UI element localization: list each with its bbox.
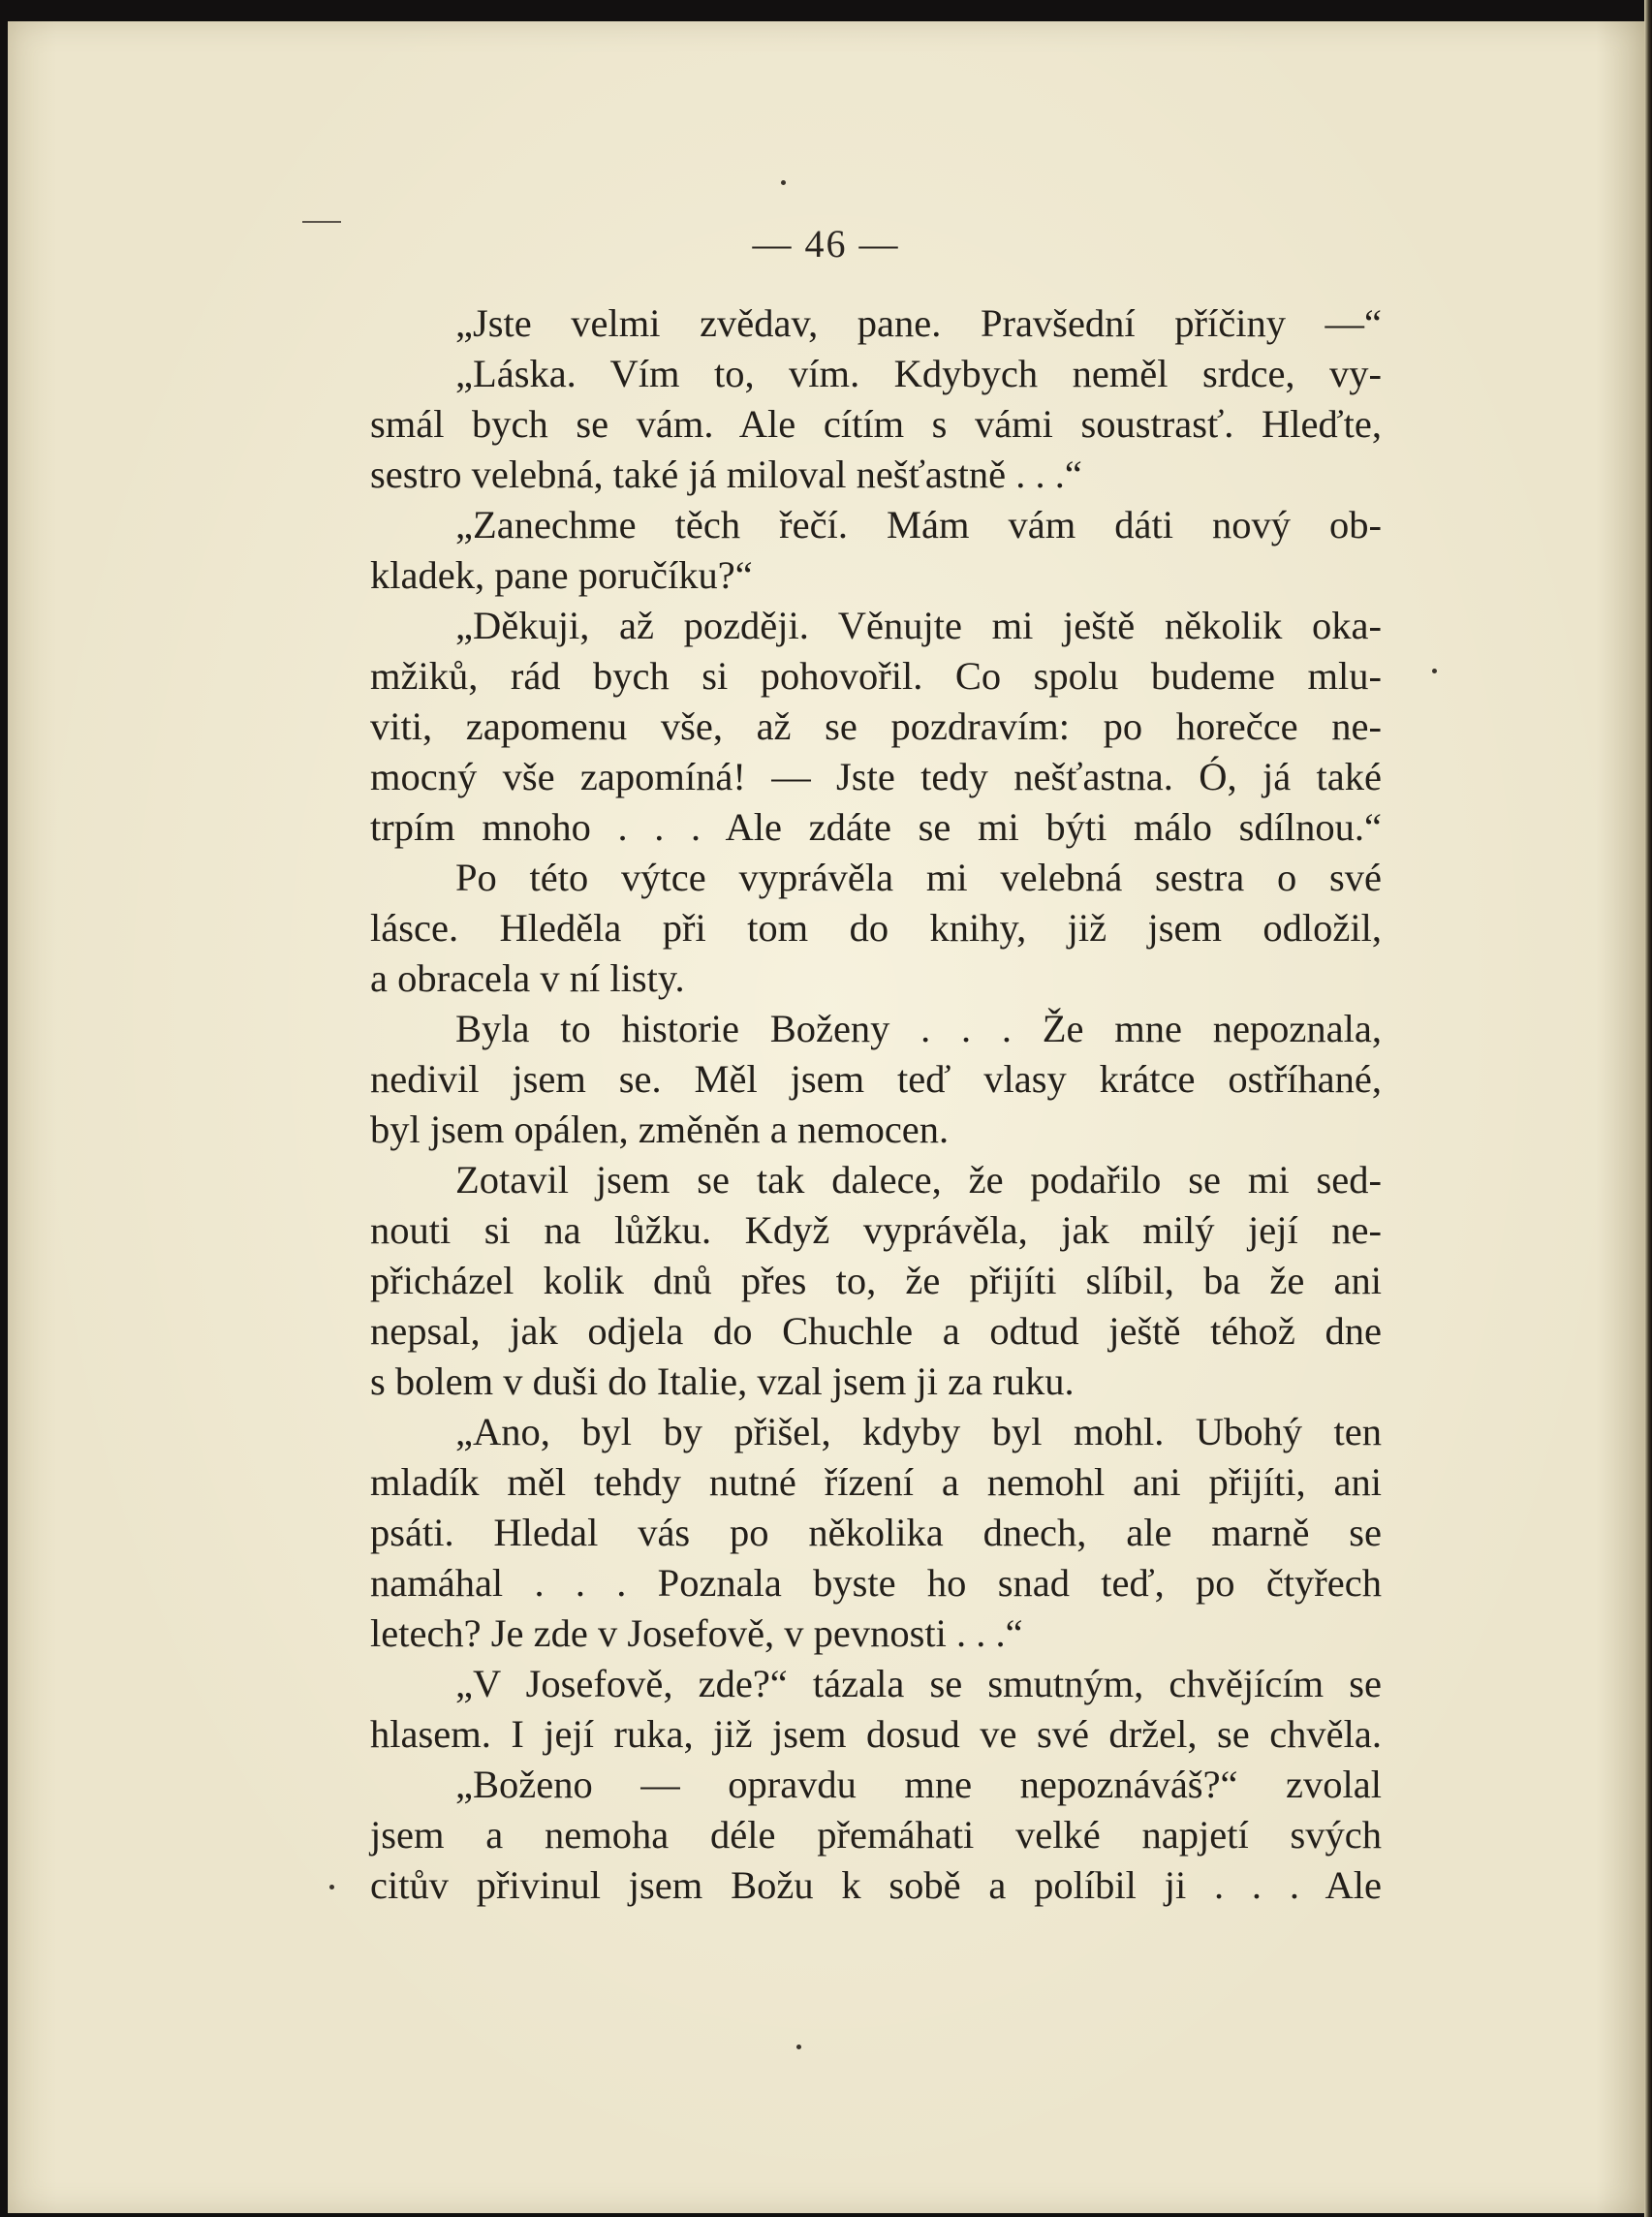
text-line: mladík měl tehdy nutné řízení a nemohl ani přijíti, ani [370,1460,1382,1504]
text-line: s bolem v duši do Italie, vzal jsem ji za ruku. [370,1359,1075,1403]
ink-speck [781,180,786,185]
text-line: sestro velebná, také já miloval nešťastně . . .“ [370,453,1082,496]
text-line: jsem a nemoha déle přemáhati velké napjetí svých [370,1813,1382,1857]
text-line: byl jsem opálen, změněn a nemocen. [370,1108,950,1151]
text-line: nepsal, jak odjela do Chuchle a odtud ještě téhož dne [370,1309,1382,1353]
ink-speck [329,1885,334,1889]
ink-speck [796,2045,801,2049]
text-line: Po této výtce vyprávěla mi velebná sestra o své [455,856,1382,899]
text-line: „Zanechme těch řečí. Mám vám dáti nový ob- [455,503,1382,546]
text-line: letech? Je zde v Josefově, v pevnosti . . .“ [370,1611,1023,1655]
ink-speck [1432,669,1437,673]
text-line: mžiků, rád bych si pohovořil. Co spolu budeme mlu- [370,654,1382,698]
text-line: citův přivinul jsem Božu k sobě a políbil ji . . . Ale [370,1863,1382,1907]
text-line: a obracela v ní listy. [370,956,685,1000]
text-line: mocný vše zapomíná! — Jste tedy nešťastna. Ó, já také [370,755,1382,798]
text-line: smál bych se vám. Ale cítím s vámi soustrasť. Hleďte, [370,402,1382,446]
text-line: „Boženo — opravdu mne nepoznáváš?“ zvolal [455,1763,1382,1806]
text-line: „Děkuji, až později. Věnujte mi ještě několik oka- [455,604,1382,647]
text-line: přicházel kolik dnů přes to, že přijíti slíbil, ba že ani [370,1259,1382,1302]
text-line: namáhal . . . Poznala byste ho snad teď, po čtyřech [370,1561,1382,1605]
text-line: nouti si na lůžku. Když vyprávěla, jak milý její ne- [370,1208,1382,1252]
text-line: lásce. Hleděla při tom do knihy, již jsem odložil, [370,906,1382,950]
text-line: Zotavil jsem se tak dalece, že podařilo se mi sed- [455,1158,1382,1202]
text-line: viti, zapomenu vše, až se pozdravím: po horečce ne- [370,704,1382,748]
text-line: nedivil jsem se. Měl jsem teď vlasy krátce ostříhané, [370,1057,1382,1101]
text-line: „Láska. Vím to, vím. Kdybych neměl srdce, vy- [455,352,1382,395]
page-number: — 46 — [752,222,900,265]
page-edge [1644,0,1652,2217]
body-text [370,298,1382,1911]
text-line: hlasem. I její ruka, již jsem dosud ve své držel, se chvěla. [370,1712,1382,1756]
text-line: Byla to historie Boženy . . . Že mne nepoznala, [455,1007,1382,1050]
text-line: „Jste velmi zvědav, pane. Pravšední příčiny —“ [455,301,1382,345]
text-line: psáti. Hledal vás po několika dnech, ale marně se [370,1511,1382,1554]
text-line: trpím mnoho . . . Ale zdáte se mi býti málo sdílnou.“ [370,805,1382,849]
text-line: „Ano, byl by přišel, kdyby byl mohl. Ubohý ten [455,1410,1382,1453]
text-line: „V Josefově, zde?“ tázala se smutným, chvějícím se [455,1662,1382,1705]
text-line: kladek, pane poručíku?“ [370,553,753,597]
